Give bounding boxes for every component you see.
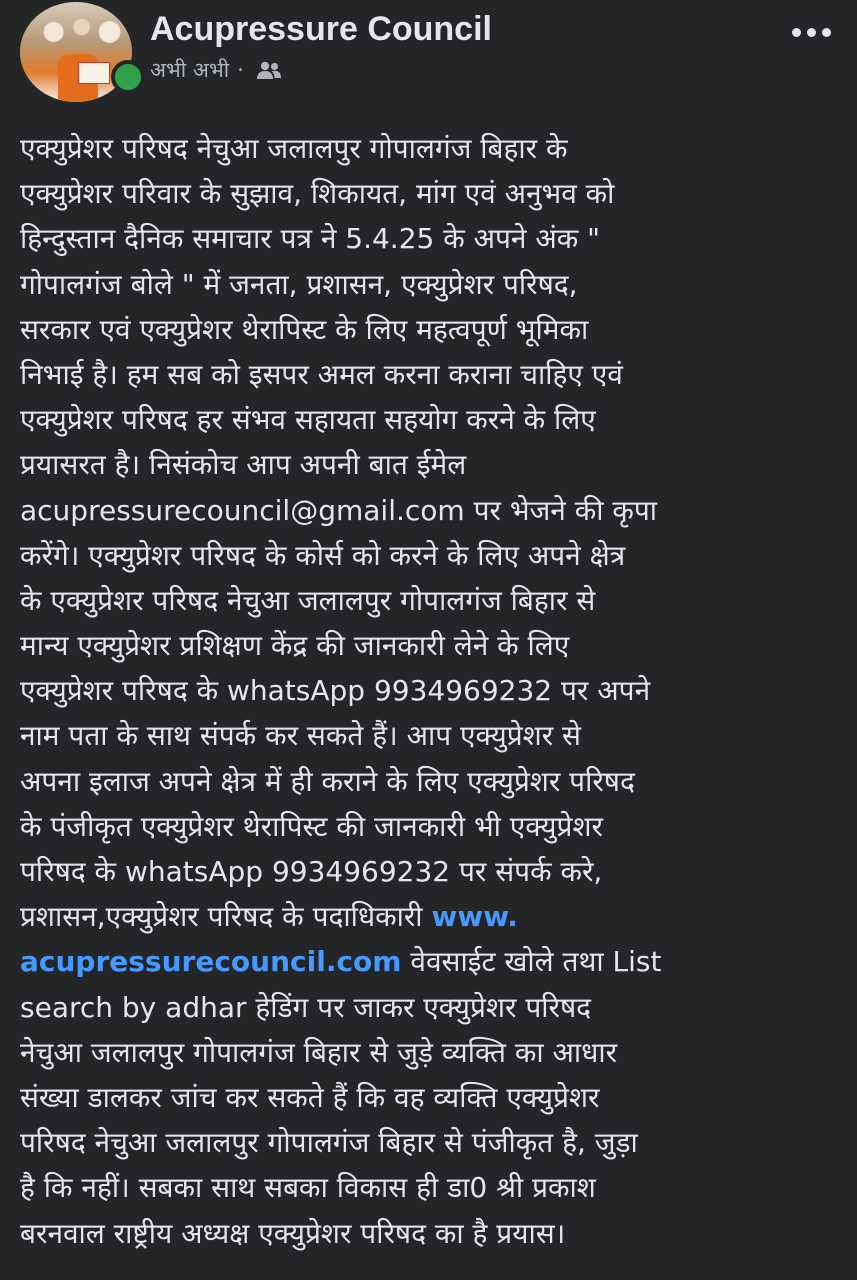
post-text-line: एक्युप्रेशर परिषद हर संभव सहायता सहयोग करने के लिए xyxy=(20,403,596,437)
more-options-icon-dot xyxy=(807,28,816,37)
post-text-line: एक्युप्रेशर परिषद नेचुआ जलालपुर गोपालगंज बिहार के xyxy=(20,132,568,165)
post-meta xyxy=(150,56,282,84)
post-text-line: नेचुआ जलालपुर गोपालगंज बिहार से जुड़े व्यक्ति का आधार xyxy=(20,1035,618,1069)
post-text-line: एक्युप्रेशर परिषद के whatsApp 9934969232 पर अपने xyxy=(20,674,651,708)
post-text-line: सरकार एवं एक्युप्रेशर थेरापिस्ट के लिए महत्वपूर्ण भूमिका xyxy=(20,312,589,346)
post-text-line: acupressurecouncil@gmail.com पर भेजने की कृपा xyxy=(20,493,658,527)
post-text-line: है कि नहीं। सबका साथ सबका विकास ही डा0 श्री प्रकाश xyxy=(20,1171,596,1205)
more-options-button[interactable] xyxy=(789,22,833,42)
post-text-line: संख्या डालकर जांच कर सकते हैं कि वह व्यक्ति एक्युप्रेशर xyxy=(20,1080,600,1114)
post-text-line: करेंगे। एक्युप्रेशर परिषद के कोर्स को करने के लिए अपने क्षेत्र xyxy=(20,538,626,572)
page-name-link[interactable]: Acupressure Council xyxy=(150,10,492,48)
meta-separator: · xyxy=(237,58,244,82)
post-text-line: के पंजीकृत एक्युप्रेशर थेरापिस्ट की जानकारी भी एक्युप्रेशर xyxy=(20,809,603,843)
post-text-line: बरनवाल राष्ट्रीय अध्यक्ष एक्युप्रेशर परिषद का है प्रयास। xyxy=(20,1216,566,1250)
post-text-line: परिषद नेचुआ जलालपुर गोपालगंज बिहार से पंजीकृत है, जुड़ा xyxy=(20,1126,638,1160)
post-text-line xyxy=(20,939,840,984)
online-status-indicator xyxy=(111,60,145,94)
post-text-segment: वेवसाईट खोले तथा List xyxy=(401,945,662,979)
post-text-line: के एक्युप्रेशर परिषद नेचुआ जलालपुर गोपालगंज बिहार से xyxy=(20,583,596,617)
post-text-line: एक्युप्रेशर परिवार के सुझाव, शिकायत, मांग एवं अनुभव को xyxy=(20,177,615,211)
post-text-line: अपना इलाज अपने क्षेत्र में ही कराने के लिए एक्युप्रेशर परिषद xyxy=(20,764,635,798)
post-text-line: गोपालगंज बोले " में जनता, प्रशासन, एक्युप्रेशर परिषद, xyxy=(20,267,578,301)
more-options-icon-dot xyxy=(792,28,801,37)
post-text-line xyxy=(20,894,840,939)
post-text-line: निभाई है। हम सब को इसपर अमल करना कराना चाहिए एवं xyxy=(20,357,623,391)
post-text-line: मान्य एक्युप्रेशर प्रशिक्षण केंद्र की जानकारी लेने के लिए xyxy=(20,629,570,663)
post-text-line: हिन्दुस्तान दैनिक समाचार पत्र ने 5.4.25 के अपने अंक " xyxy=(20,222,601,256)
post-text-line: search by adhar हेडिंग पर जाकर एक्युप्रेशर परिषद xyxy=(20,990,591,1024)
friends-icon xyxy=(256,60,282,80)
post-header xyxy=(0,0,857,110)
avatar-photo-placard xyxy=(78,62,110,84)
more-options-icon-dot xyxy=(822,28,831,37)
website-link[interactable]: acupressurecouncil.com xyxy=(20,945,402,979)
post-timestamp[interactable]: अभी अभी xyxy=(150,58,230,82)
post-text-line: नाम पता के साथ संपर्क कर सकते हैं। आप एक्युप्रेशर से xyxy=(20,719,581,753)
post-text-segment: प्रशासन,एक्युप्रेशर परिषद के पदाधिकारी xyxy=(20,900,432,934)
post-text xyxy=(20,126,840,1256)
website-link[interactable]: www. xyxy=(431,900,518,934)
post-text-line: परिषद के whatsApp 9934969232 पर संपर्क करे, xyxy=(20,855,603,888)
post-text-line: प्रयासरत है। निसंकोच आप अपनी बात ईमेल xyxy=(20,448,467,482)
